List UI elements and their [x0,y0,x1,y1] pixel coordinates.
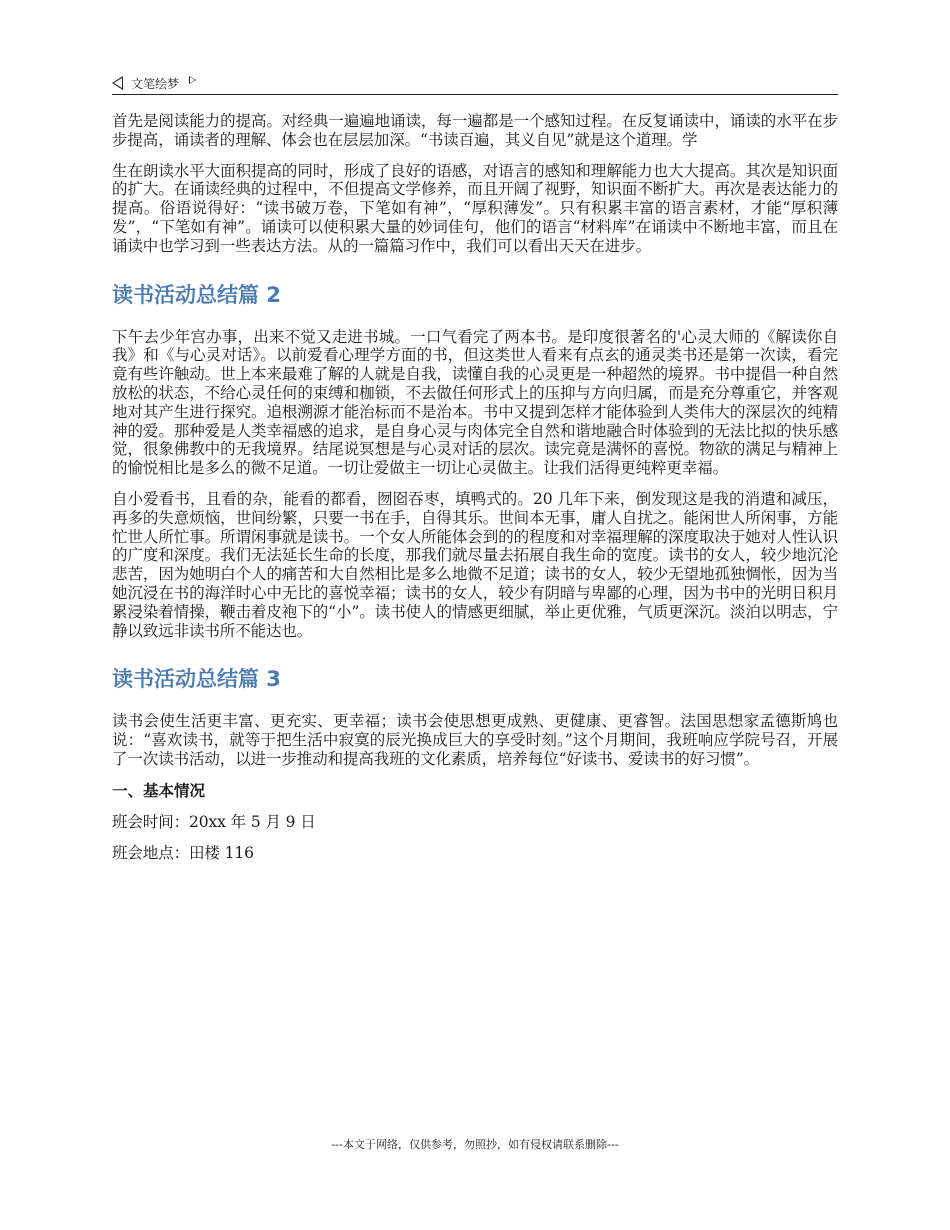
paragraph: 首先是阅读能力的提高。对经典一遍遍地诵读，每一遍都是一个感知过程。在反复诵读中，诵读的水平在步步提高，诵读者的理解、体会也在层层加深。“书读百遍，其义自见”就是这个道理。学 [112,112,838,149]
subheading: 一、基本情况 [112,781,206,800]
paragraph: 下午去少年宫办事，出来不觉又走进书城。一口气看完了两本书。是印度很著名的'心灵大师的《解读你自我》和《与心灵对话》。以前爱看心理学方面的书，但这类世人看来有点玄的通灵类书还是第一次读，看完竟有些许触动。世上本来最难了解的人就是自我，读懂自我的心灵更是一种超然的境界。书中提倡一种自然放松的状态，不给心灵任何的束缚和枷锁，不去做任何形式上的压抑与方向归属，而是充分尊重它，并客观地对其产生进行探究。追根溯源才能治标而不是治本。书中又提到怎样才能体验到人类伟大的深层次的纯精神的爱。那种爱是人类幸福感的追求，是自身心灵与肉体完全自然和谐地融合时体验到的无法比拟的快乐感觉，很象佛教中的无我境界。结尾说冥想是与心灵对话的层次。读完竟是满怀的喜悦。物欲的满足与精神上的愉悦相比是多么的微不足道。一切让爱做主一切让心灵做主。让我们活得更纯粹更幸福。 [112,327,838,478]
header-title: 文笔绘梦 [131,76,180,91]
paragraph: 班会时间：20xx 年 5 月 9 日 [112,812,316,831]
section-heading: 读书活动总结篇 2 [112,282,281,307]
document-page [112,0,838,1230]
paragraph: 生在朗读水平大面积提高的同时，形成了良好的语感，对语言的感知和理解能力也大大提高。其次是知识面的扩大。在诵读经典的过程中，不但提高文学修养，而且开阔了视野，知识面不断扩大。再次是表达能力的提高。俗语说得好：“读书破万卷，下笔如有神”，“厚积薄发”。只有积累丰富的语言素材，才能“厚积薄发”，“下笔如有神”。诵读可以使积累大量的妙词佳句，他们的语言“材料库”在诵读中不断地丰富，而且在诵读中也学习到一些表达方法。从的一篇篇习作中，我们可以看出天天在进步。 [112,161,838,255]
page-footer: ---本文于网络，仅供参考，勿照抄，如有侵权请联系删除--- [331,1138,619,1151]
document-body [112,112,838,874]
paragraph: 自小爱看书，且看的杂，能看的都看，囫囵吞枣，填鸭式的。20 几年下来，倒发现这是我的消遣和减压，再多的失意烦恼，世间纷繁，只要一书在手，自得其乐。世间本无事，庸人自扰之。能闲世人所闲事，方能忙世人所忙事。所谓闲事就是读书。一个女人所能体会到的的程度和对幸福理解的深度取决于她对人性认识的广度和深度。我们无法延长生命的长度，那我们就尽量去拓展自我生命的宽度。读书的女人，较少地沉沦悲苦，因为她明白个人的痛苦和大自然相比是多么地微不足道；读书的女人，较少无望地孤独惆怅，因为当她沉浸在书的海洋时心中无比的喜悦幸福；读书的女人，较少有阴暗与卑鄙的心理，因为书中的光明日积月累浸染着情操，鞭击着皮袍下的“小”。读书使人的情感更细腻，举止更优雅，气质更深沉。淡泊以明志，宁静以致远非读书所不能达也。 [112,489,838,640]
paragraph: 读书会使生活更丰富、更充实、更幸福；读书会使思想更成熟、更健康、更睿智。法国思想家孟德斯鸠也说：“喜欢读书，就等于把生活中寂寞的辰光换成巨大的享受时刻。”这个月期间，我班响应学院号召，开展了一次读书活动，以进一步推动和提高我班的文化素质，培养每位“好读书、爱读书的好习惯”。 [112,712,838,768]
triangle-right-icon [189,76,196,84]
triangle-left-icon [112,76,123,90]
section-heading: 读书活动总结篇 3 [112,667,281,692]
paragraph: 班会地点：田楼 116 [112,843,254,862]
page-header [112,72,838,95]
